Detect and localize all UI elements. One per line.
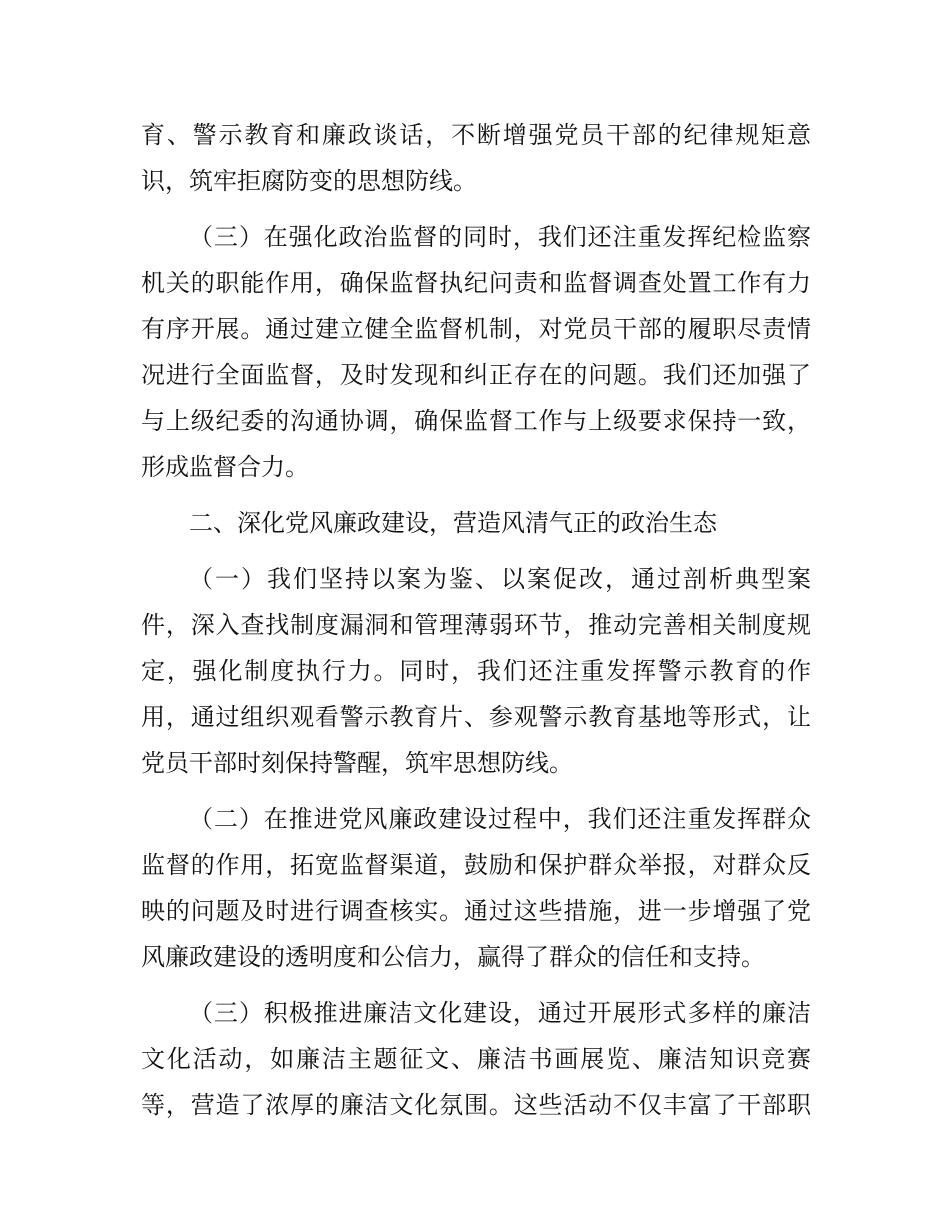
paragraph-line: 风廉政建设的透明度和公信力，赢得了群众的信任和支持。 bbox=[141, 943, 765, 971]
paragraph-line: 有序开展。通过建立健全监督机制，对党员干部的履职尽责情 bbox=[141, 315, 811, 343]
paragraph-line: 等，营造了浓厚的廉洁文化氛围。这些活动不仅丰富了干部职 bbox=[141, 1091, 811, 1119]
paragraph-line: （三）积极推进廉洁文化建设，通过开展形式多样的廉洁 bbox=[189, 999, 811, 1027]
paragraph-line: 况进行全面监督，及时发现和纠正存在的问题。我们还加强了 bbox=[141, 361, 811, 389]
paragraph-line: 育、警示教育和廉政谈话，不断增强党员干部的纪律规矩意 bbox=[141, 121, 811, 149]
paragraph-line: 件，深入查找制度漏洞和管理薄弱环节，推动完善相关制度规 bbox=[141, 611, 811, 639]
paragraph-line: 监督的作用，拓宽监督渠道，鼓励和保护群众举报，对群众反 bbox=[141, 851, 811, 879]
paragraph-line: 识，筑牢拒腐防变的思想防线。 bbox=[141, 167, 477, 195]
document-body bbox=[141, 112, 811, 1128]
paragraph-line: 映的问题及时进行调查核实。通过这些措施，进一步增强了党 bbox=[141, 897, 811, 925]
paragraph-line: 用，通过组织观看警示教育片、参观警示教育基地等形式，让 bbox=[141, 703, 811, 731]
paragraph-line: 党员干部时刻保持警醒，筑牢思想防线。 bbox=[141, 749, 573, 777]
paragraph-line: （一）我们坚持以案为鉴、以案促改，通过剖析典型案 bbox=[189, 565, 811, 593]
paragraph-line: 形成监督合力。 bbox=[141, 453, 309, 481]
paragraph-line: （三）在强化政治监督的同时，我们还注重发挥纪检监察 bbox=[189, 223, 811, 251]
paragraph-line: 定，强化制度执行力。同时，我们还注重发挥警示教育的作 bbox=[141, 657, 811, 685]
paragraph-line: 机关的职能作用，确保监督执纪问责和监督调查处置工作有力 bbox=[141, 269, 811, 297]
section-heading: 二、深化党风廉政建设，营造风清气正的政治生态 bbox=[189, 509, 717, 537]
paragraph-line: 文化活动，如廉洁主题征文、廉洁书画展览、廉洁知识竞赛 bbox=[141, 1045, 811, 1073]
paragraph-line: 与上级纪委的沟通协调，确保监督工作与上级要求保持一致， bbox=[141, 407, 811, 435]
paragraph-line: （二）在推进党风廉政建设过程中，我们还注重发挥群众 bbox=[189, 805, 811, 833]
